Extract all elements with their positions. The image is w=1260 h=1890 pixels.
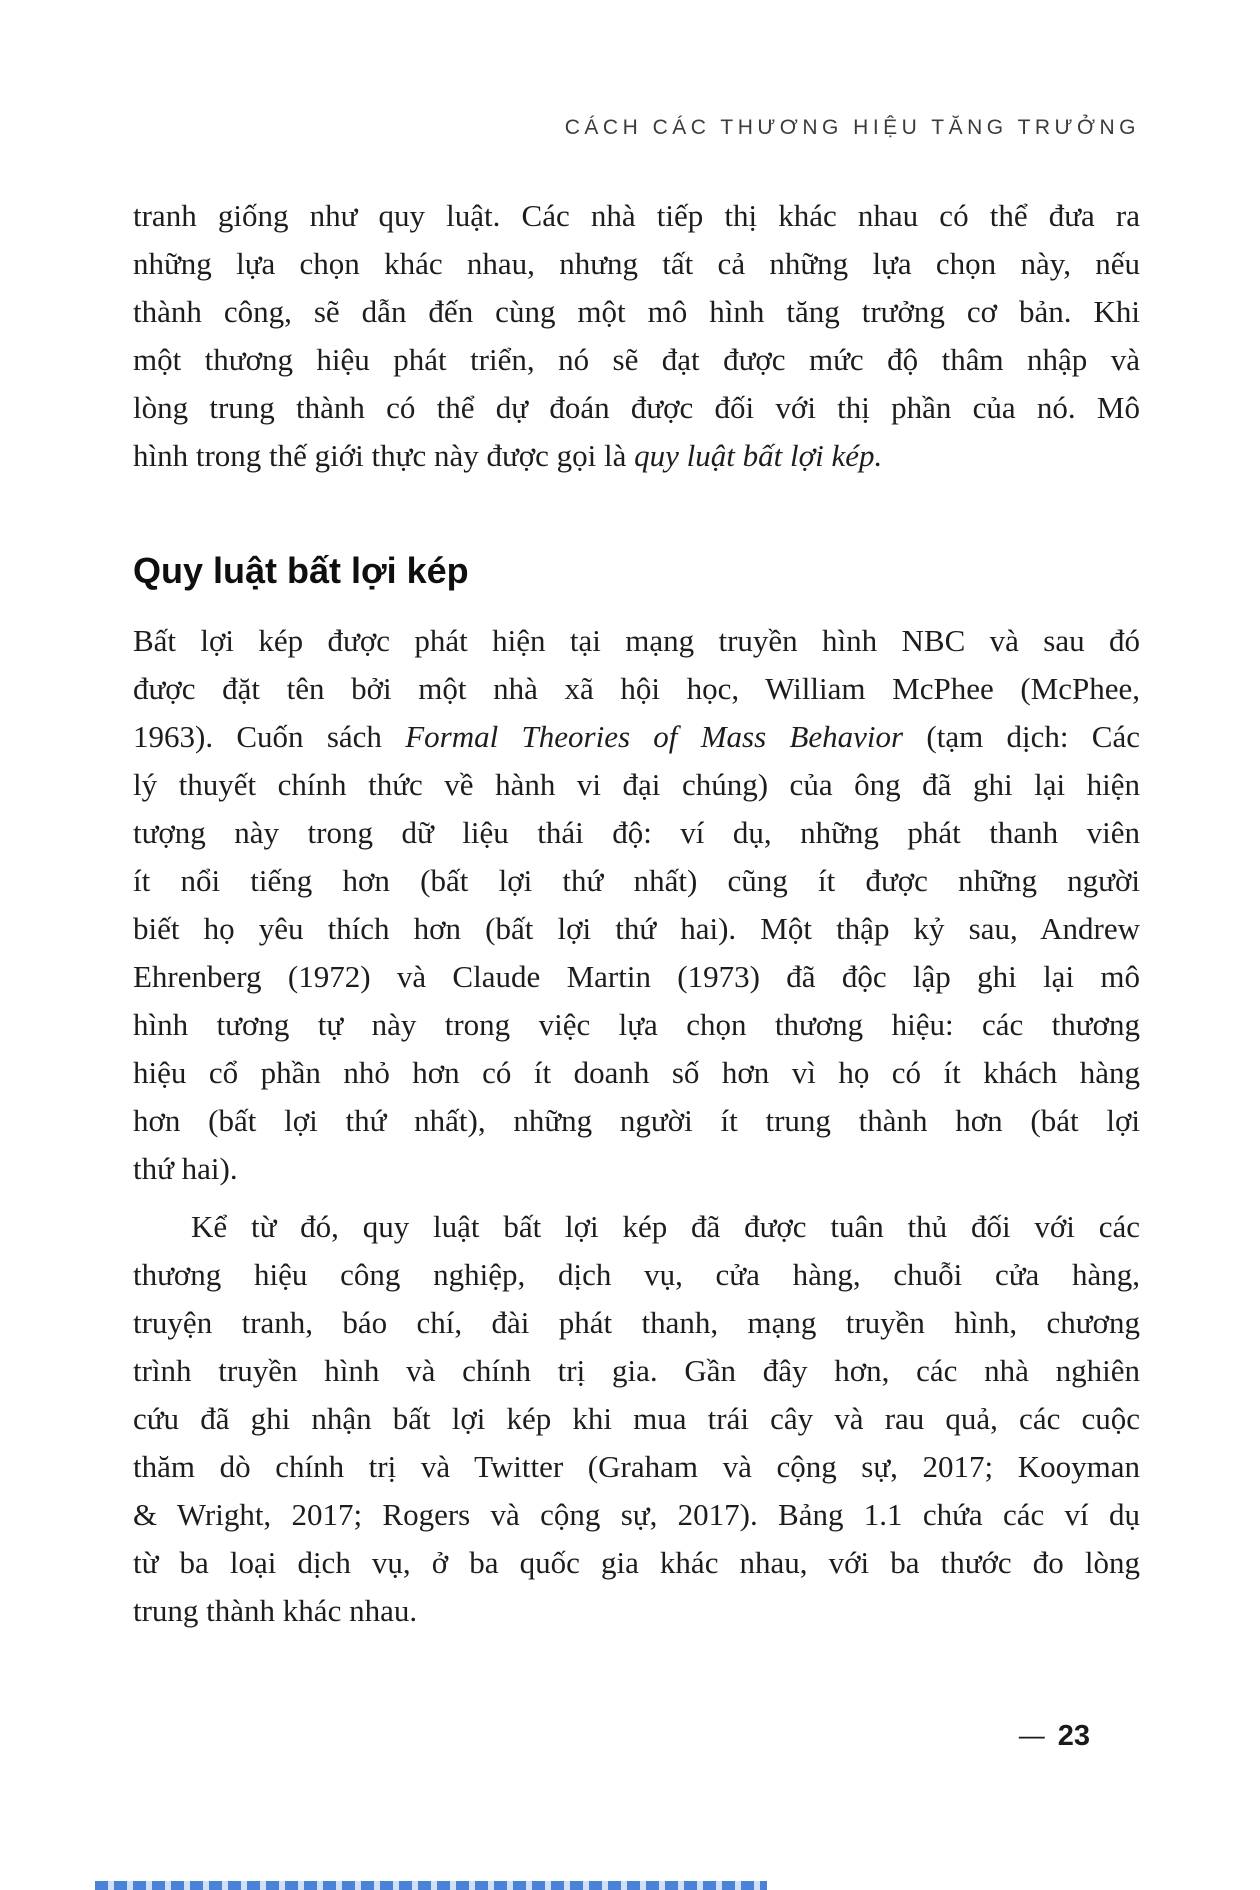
page-number-dash: — bbox=[1018, 1719, 1045, 1750]
text-line: từ ba loại dịch vụ, ở ba quốc gia khác nhau, với ba thước đo lòng bbox=[133, 1545, 1140, 1580]
text-line: tranh giống như quy luật. Các nhà tiếp thị khác nhau có thể đưa ra bbox=[133, 198, 1140, 233]
text-line: những lựa chọn khác nhau, nhưng tất cả những lựa chọn này, nếu bbox=[133, 246, 1140, 281]
text-line: biết họ yêu thích hơn (bất lợi thứ hai). Một thập kỷ sau, Andrew bbox=[133, 911, 1140, 946]
text-line: Ehrenberg (1972) và Claude Martin (1973) đã độc lập ghi lại mô bbox=[133, 959, 1140, 994]
text-line: lý thuyết chính thức về hành vi đại chúng) của ông đã ghi lại hiện bbox=[133, 767, 1140, 802]
text-line: hơn (bất lợi thứ nhất), những người ít trung thành hơn (bát lợi bbox=[133, 1103, 1140, 1138]
text-line: hình trong thế giới thực này được gọi là quy luật bất lợi kép. bbox=[133, 438, 883, 473]
running-header: CÁCH CÁC THƯƠNG HIỆU TĂNG TRƯỞNG bbox=[564, 116, 1140, 139]
text-line: Bất lợi kép được phát hiện tại mạng truyền hình NBC và sau đó bbox=[133, 623, 1140, 658]
page-number-value: 23 bbox=[1057, 1720, 1090, 1752]
paragraph bbox=[133, 192, 1140, 480]
page-number bbox=[1018, 1719, 1090, 1752]
text-line: được đặt tên bởi một nhà xã hội học, William McPhee (McPhee, bbox=[133, 671, 1140, 706]
text-line: cứu đã ghi nhận bất lợi kép khi mua trái cây và rau quả, các cuộc bbox=[133, 1401, 1140, 1436]
paragraph bbox=[133, 617, 1140, 1193]
text-line: một thương hiệu phát triển, nó sẽ đạt được mức độ thâm nhập và bbox=[133, 342, 1140, 377]
text-line: thứ hai). bbox=[133, 1151, 238, 1186]
section-heading: Quy luật bất lợi kép bbox=[133, 550, 469, 591]
text-line: tượng này trong dữ liệu thái độ: ví dụ, những phát thanh viên bbox=[133, 815, 1140, 850]
text-line: 1963). Cuốn sách Formal Theories of Mass Behavior (tạm dịch: Các bbox=[133, 719, 1140, 754]
text-line: thành công, sẽ dẫn đến cùng một mô hình tăng trưởng cơ bản. Khi bbox=[133, 294, 1140, 329]
text-line: ít nổi tiếng hơn (bất lợi thứ nhất) cũng ít được những người bbox=[133, 863, 1140, 898]
text-line: Kể từ đó, quy luật bất lợi kép đã được tuân thủ đối với các bbox=[191, 1209, 1140, 1244]
paragraph bbox=[133, 1203, 1140, 1635]
cutoff-highlighted-line bbox=[95, 1881, 767, 1890]
text-line: trung thành khác nhau. bbox=[133, 1593, 418, 1628]
text-line: thăm dò chính trị và Twitter (Graham và cộng sự, 2017; Kooyman bbox=[133, 1449, 1140, 1484]
text-line: hình tương tự này trong việc lựa chọn thương hiệu: các thương bbox=[133, 1007, 1140, 1042]
text-line: lòng trung thành có thể dự đoán được đối với thị phần của nó. Mô bbox=[133, 390, 1140, 425]
text-line: & Wright, 2017; Rogers và cộng sự, 2017). Bảng 1.1 chứa các ví dụ bbox=[133, 1497, 1140, 1532]
text-line: truyện tranh, báo chí, đài phát thanh, mạng truyền hình, chương bbox=[133, 1305, 1140, 1340]
text-line: hiệu cổ phần nhỏ hơn có ít doanh số hơn vì họ có ít khách hàng bbox=[133, 1055, 1140, 1090]
text-line: thương hiệu công nghiệp, dịch vụ, cửa hàng, chuỗi cửa hàng, bbox=[133, 1257, 1140, 1292]
text-line: trình truyền hình và chính trị gia. Gần đây hơn, các nhà nghiên bbox=[133, 1353, 1140, 1388]
